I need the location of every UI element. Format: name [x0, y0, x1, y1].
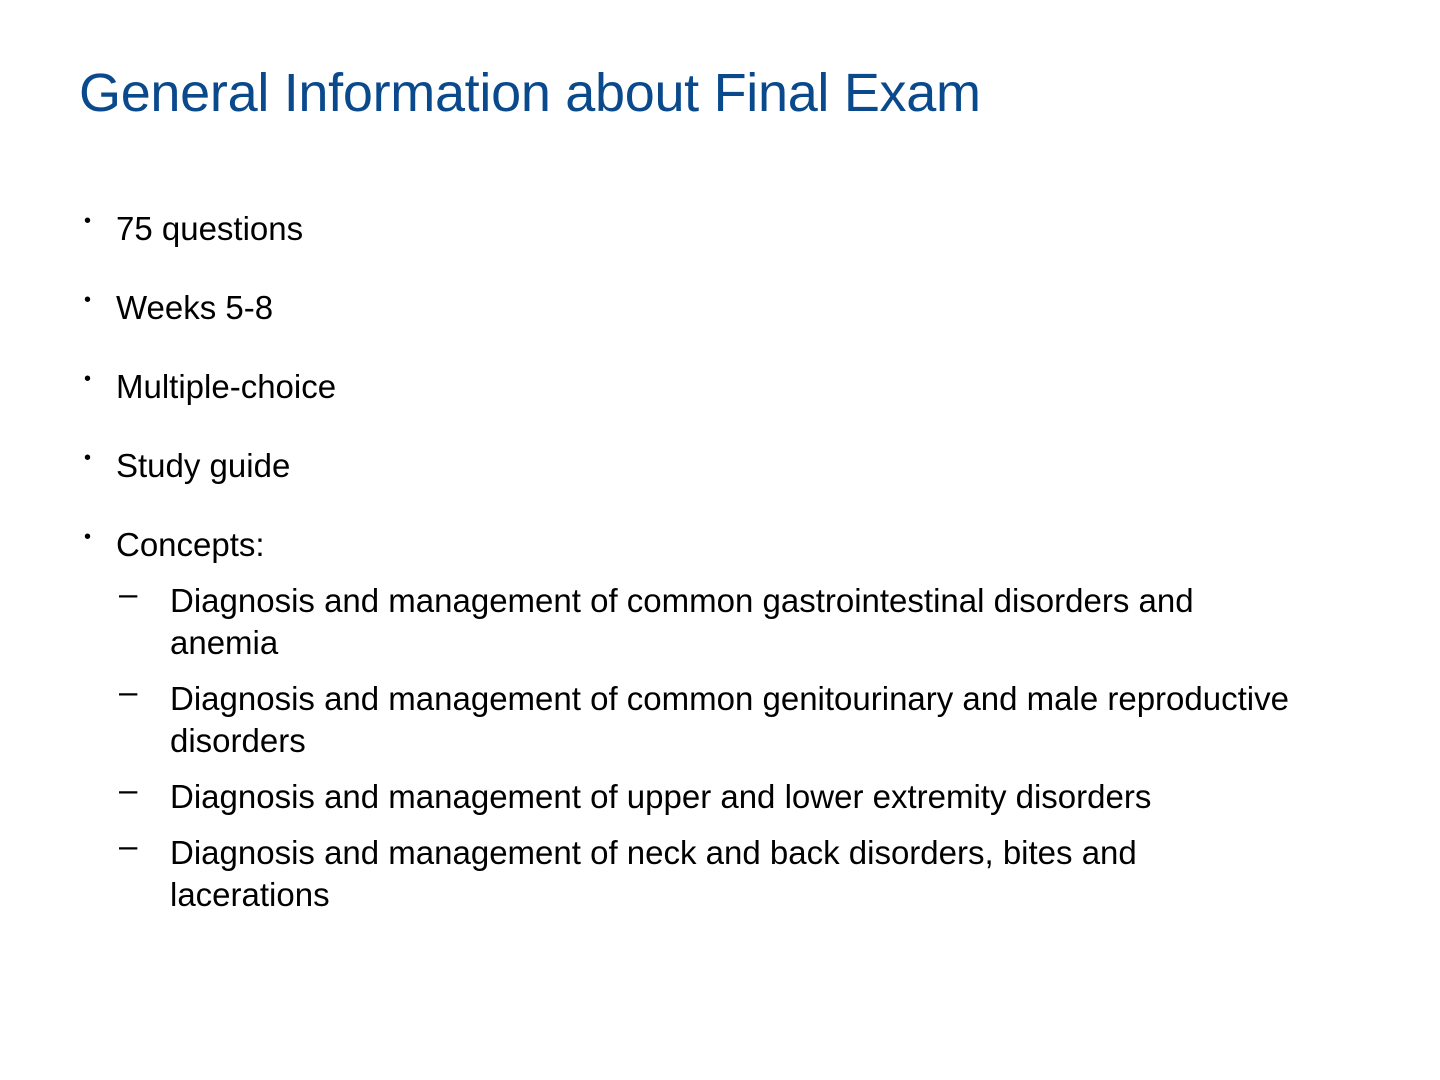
bullet-text: Weeks 5-8	[116, 289, 274, 326]
bullet-text: 75 questions	[116, 210, 304, 247]
dash-marker-icon: –	[119, 827, 138, 864]
dash-marker-icon: –	[119, 771, 138, 808]
bullet-marker-icon: •	[84, 210, 92, 232]
sub-bullet-text: Diagnosis and management of neck and back disorders, bites and lacerations	[170, 834, 1137, 913]
slide-title: General Information about Final Exam	[79, 63, 981, 123]
bullet-marker-icon: •	[84, 368, 92, 390]
sub-bullet-item	[119, 673, 1299, 762]
sub-bullet-item	[119, 827, 1299, 916]
bullet-marker-icon: •	[84, 526, 92, 548]
sub-bullet-item	[119, 575, 1299, 664]
bullet-text: Study guide	[116, 447, 291, 484]
sub-bullet-item	[119, 771, 1299, 818]
bullet-marker-icon: •	[84, 447, 92, 469]
bullet-text: Concepts:	[116, 526, 265, 563]
dash-marker-icon: –	[119, 575, 138, 612]
sub-bullet-text: Diagnosis and management of common genitourinary and male reproductive disorders	[170, 680, 1289, 759]
bullet-marker-icon: •	[84, 289, 92, 311]
sub-bullet-text: Diagnosis and management of upper and lower extremity disorders	[170, 778, 1152, 815]
dash-marker-icon: –	[119, 673, 138, 710]
sub-bullet-text: Diagnosis and management of common gastrointestinal disorders and anemia	[170, 582, 1194, 661]
bullet-text: Multiple-choice	[116, 368, 337, 405]
